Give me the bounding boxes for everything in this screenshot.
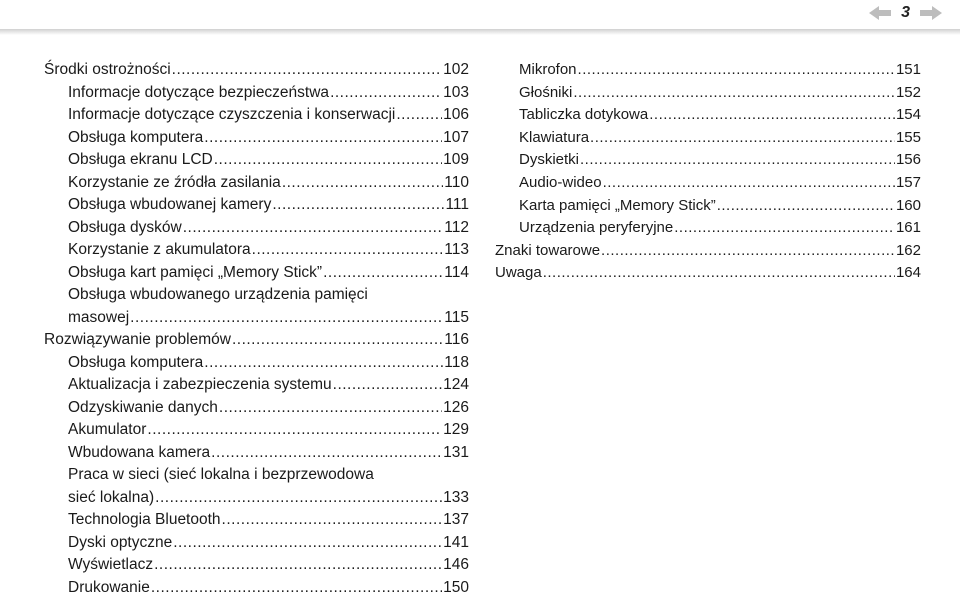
toc-dot-leader (674, 217, 895, 240)
toc-entry-page: 115 (444, 307, 469, 330)
toc-entry-title: Środki ostrożności (44, 59, 171, 82)
toc-dot-leader (155, 487, 442, 510)
toc-dot-leader (396, 104, 442, 127)
toc-entry-page: 126 (443, 397, 469, 420)
page-navigation (869, 1, 942, 25)
toc-entry-title: Informacje dotyczące bezpieczeństwa (68, 82, 329, 105)
toc-entry[interactable] (44, 262, 469, 285)
page-header (0, 0, 960, 30)
toc-dot-leader (147, 419, 442, 442)
toc-entry-page: 106 (443, 104, 469, 127)
toc-entry[interactable] (44, 419, 469, 442)
toc-entry-page: 124 (443, 374, 469, 397)
toc-entry-page: 154 (896, 104, 921, 127)
toc-entry-title: Obsługa komputera (68, 352, 203, 375)
toc-dot-leader (214, 149, 442, 172)
toc-entry[interactable] (44, 82, 469, 105)
toc-entry-title: masowej (68, 307, 129, 330)
toc-entry-page: 161 (896, 217, 921, 240)
toc-entry-title: sieć lokalna) (68, 487, 154, 510)
toc-entry-title: Dyski optyczne (68, 532, 172, 555)
toc-dot-leader (590, 127, 895, 150)
toc-dot-leader (183, 217, 444, 240)
toc-entry-title-line1: Obsługa wbudowanego urządzenia pamięci (68, 286, 368, 303)
toc-entry-page: 133 (443, 487, 469, 510)
toc-entry[interactable] (495, 195, 921, 218)
toc-entry-title: Korzystanie ze źródła zasilania (68, 172, 281, 195)
toc-dot-leader (204, 127, 442, 150)
toc-right-column (495, 59, 921, 285)
toc-dot-leader (333, 374, 442, 397)
toc-entry-title: Obsługa wbudowanej kamery (68, 194, 271, 217)
toc-entry[interactable] (44, 509, 469, 532)
toc-entry-page: 118 (444, 352, 469, 375)
toc-dot-leader (272, 194, 444, 217)
toc-dot-leader (219, 397, 442, 420)
toc-dot-leader (282, 172, 443, 195)
toc-dot-leader (717, 195, 895, 218)
toc-entry-title: Informacje dotyczące czyszczenia i konserwacji (68, 104, 395, 127)
toc-entry[interactable] (495, 262, 921, 285)
toc-entry-page: 137 (443, 509, 469, 532)
toc-entry-page: 160 (896, 195, 921, 218)
toc-entry[interactable] (44, 284, 469, 329)
toc-entry[interactable] (44, 172, 469, 195)
toc-entry[interactable] (44, 149, 469, 172)
toc-entry[interactable] (44, 532, 469, 555)
toc-entry[interactable] (495, 217, 921, 240)
toc-dot-leader (172, 59, 442, 82)
toc-entry-page: 112 (444, 217, 469, 240)
toc-entry[interactable] (495, 172, 921, 195)
toc-entry[interactable] (44, 127, 469, 150)
toc-entry[interactable] (44, 59, 469, 82)
toc-entry-page: 111 (445, 194, 469, 217)
toc-entry-title: Aktualizacja i zabezpieczenia systemu (68, 374, 332, 397)
toc-entry-page: 103 (443, 82, 469, 105)
toc-entry[interactable] (44, 104, 469, 127)
toc-entry-title: Obsługa komputera (68, 127, 203, 150)
toc-dot-leader (601, 240, 895, 263)
toc-entry-page: 141 (443, 532, 469, 555)
toc-entry[interactable] (44, 442, 469, 465)
toc-dot-leader (330, 82, 442, 105)
toc-dot-leader (222, 509, 443, 532)
toc-entry[interactable] (44, 464, 469, 509)
toc-entry-title: Drukowanie (68, 577, 150, 599)
toc-entry-page: 129 (443, 419, 469, 442)
toc-entry-page: 102 (443, 59, 469, 82)
toc-dot-leader (323, 262, 443, 285)
toc-entry[interactable] (495, 59, 921, 82)
toc-dot-leader (151, 577, 442, 599)
toc-left-column (44, 59, 469, 599)
toc-dot-leader (211, 442, 442, 465)
arrow-left-icon[interactable] (869, 5, 891, 21)
toc-entry-page: 131 (443, 442, 469, 465)
toc-dot-leader (252, 239, 444, 262)
toc-entry[interactable] (495, 240, 921, 263)
toc-entry[interactable] (495, 104, 921, 127)
toc-entry[interactable] (495, 82, 921, 105)
toc-entry-page: 162 (896, 240, 921, 263)
toc-entry-page: 114 (444, 262, 469, 285)
toc-entry-page: 157 (896, 172, 921, 195)
toc-dot-leader (204, 352, 443, 375)
toc-entry-title: Tabliczka dotykowa (519, 104, 648, 127)
toc-entry[interactable] (495, 127, 921, 150)
toc-entry-page: 164 (896, 262, 921, 285)
toc-dot-leader (232, 329, 443, 352)
toc-dot-leader (154, 554, 442, 577)
toc-entry-title-line1: Praca w sieci (sieć lokalna i bezprzewodowa (68, 466, 374, 483)
toc-entry-page: 110 (444, 172, 469, 195)
toc-dot-leader (578, 59, 895, 82)
toc-entry-title: Rozwiązywanie problemów (44, 329, 231, 352)
toc-entry-page: 151 (896, 59, 921, 82)
toc-entry-title: Głośniki (519, 82, 572, 105)
toc-entry-title: Wyświetlacz (68, 554, 153, 577)
toc-entry-title: Obsługa dysków (68, 217, 182, 240)
toc-dot-leader (603, 172, 895, 195)
toc-entry[interactable] (44, 374, 469, 397)
toc-entry-title: Wbudowana kamera (68, 442, 210, 465)
toc-entry-page: 150 (443, 577, 469, 599)
toc-entry-title: Technologia Bluetooth (68, 509, 221, 532)
toc-entry-page: 152 (896, 82, 921, 105)
arrow-right-icon[interactable] (920, 5, 942, 21)
toc-entry-title: Audio-wideo (519, 172, 602, 195)
toc-entry-title: Obsługa ekranu LCD (68, 149, 213, 172)
toc-entry-title: Dyskietki (519, 149, 579, 172)
toc-dot-leader (130, 307, 443, 330)
toc-entry-title: Akumulator (68, 419, 146, 442)
toc-entry-page: 113 (444, 239, 469, 262)
toc-entry[interactable] (44, 329, 469, 352)
toc-entry[interactable] (44, 577, 469, 599)
toc-entry[interactable] (44, 554, 469, 577)
toc-entry[interactable] (44, 239, 469, 262)
toc-entry-title: Obsługa kart pamięci „Memory Stick” (68, 262, 322, 285)
toc-dot-leader (580, 149, 895, 172)
toc-entry-page: 116 (444, 329, 469, 352)
toc-dot-leader (573, 82, 895, 105)
toc-entry-page: 146 (443, 554, 469, 577)
toc-entry-page: 155 (896, 127, 921, 150)
toc-entry[interactable] (44, 217, 469, 240)
toc-entry[interactable] (44, 194, 469, 217)
toc-entry-title: Znaki towarowe (495, 240, 600, 263)
toc-entry-title: Karta pamięci „Memory Stick” (519, 195, 716, 218)
toc-entry-title: Mikrofon (519, 59, 577, 82)
toc-entry-page: 156 (896, 149, 921, 172)
toc-entry-page: 107 (443, 127, 469, 150)
toc-dot-leader (173, 532, 442, 555)
page-number: 3 (901, 4, 910, 22)
toc-entry-title: Urządzenia peryferyjne (519, 217, 673, 240)
toc-dot-leader (649, 104, 895, 127)
toc-entry-page: 109 (443, 149, 469, 172)
toc-entry[interactable] (495, 149, 921, 172)
header-divider (0, 29, 960, 35)
toc-entry-title: Uwaga (495, 262, 542, 285)
toc-entry-title: Korzystanie z akumulatora (68, 239, 251, 262)
toc-entry[interactable] (44, 397, 469, 420)
toc-dot-leader (543, 262, 895, 285)
toc-entry[interactable] (44, 352, 469, 375)
toc-entry-title: Odzyskiwanie danych (68, 397, 218, 420)
toc-entry-title: Klawiatura (519, 127, 589, 150)
